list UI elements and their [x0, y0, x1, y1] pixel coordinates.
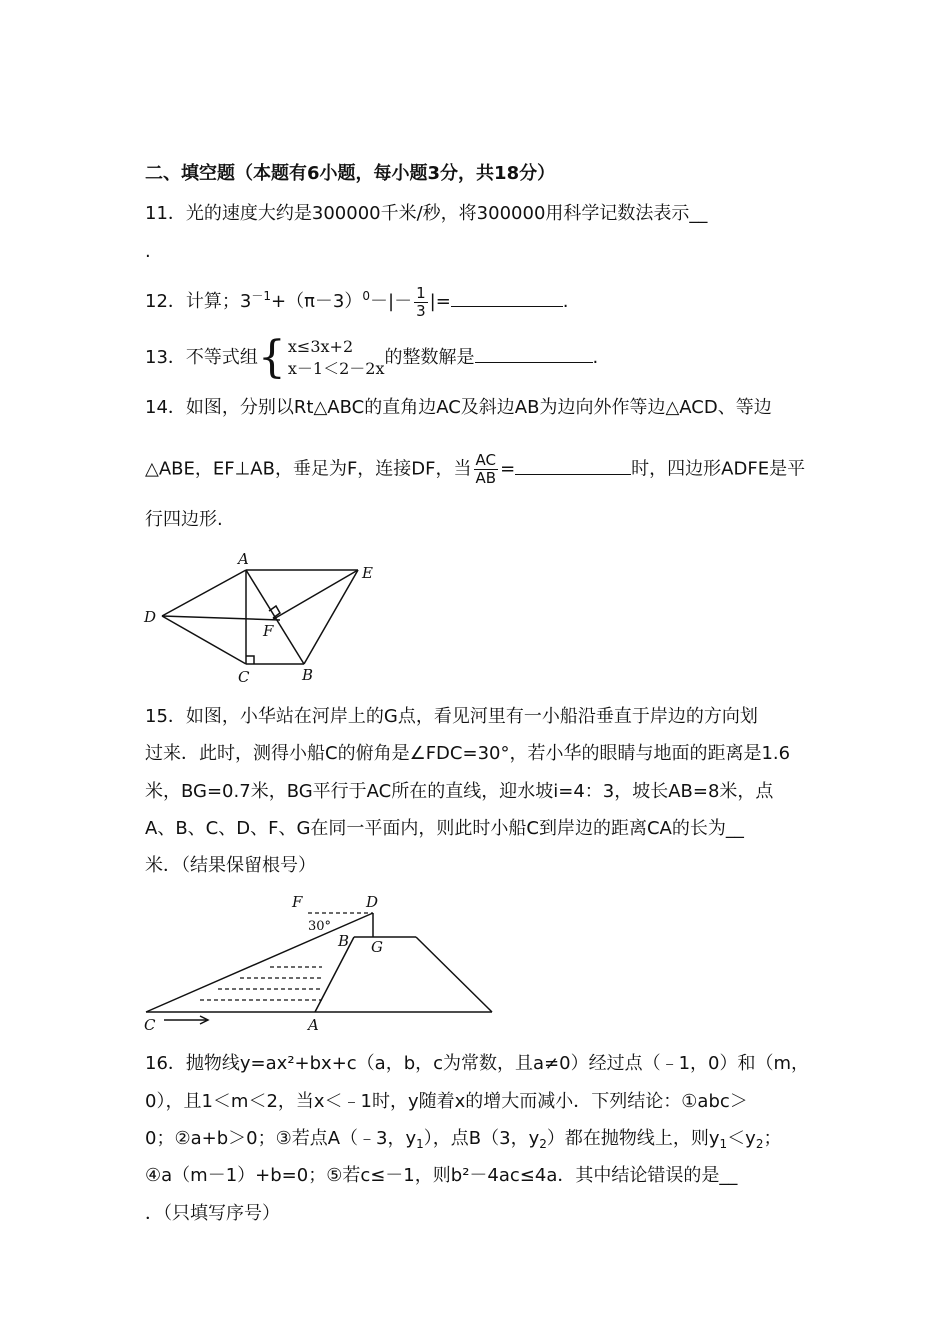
q16-line3-a: 0；②a+b＞0；③若点A（﹣3，y [145, 1128, 417, 1149]
brace-icon: { [257, 332, 286, 383]
q16-line3-e: ； [763, 1128, 782, 1149]
fig15-label-f: F [292, 893, 303, 911]
q16-line3 [145, 1127, 781, 1156]
q16-line3-d: ＜y [727, 1128, 756, 1149]
q13-line [145, 332, 599, 383]
q14-line2-suffix: 时，四边形ADFE是平 [631, 458, 806, 480]
q13-end: . [592, 347, 599, 368]
fig15-label-b: B [338, 932, 350, 950]
q11-line2: . [145, 241, 151, 262]
fig14-label-b: B [302, 666, 314, 684]
fig14-label-e: E [362, 564, 373, 582]
q13-suffix: 的整数解是 [384, 347, 475, 368]
q12-exponent2: 0 [362, 289, 371, 303]
q12-line [145, 284, 569, 320]
q16-line2: 0），且1＜m＜2，当x＜﹣1时，y随着x的增大而减小．下列结论：①abc＞ [145, 1091, 748, 1112]
q13-answer-blank[interactable] [475, 344, 593, 363]
q15-figure [140, 890, 500, 1035]
q16-sub4: 2 [755, 1137, 764, 1151]
q16-line4: ④a（m－1）+b=0；⑤若c≤－1，则b²－4ac≤4a．其中结论错误的是__ [145, 1165, 738, 1186]
q15-line4: A、B、C、D、F、G在同一平面内，则此时小船C到岸边的距离CA的长为__ [145, 818, 744, 839]
q12-after: －|－ [370, 291, 413, 312]
fig15-label-d: D [366, 893, 379, 911]
q14-frac-num: AC [474, 452, 499, 470]
q12-prefix: 12．计算；3 [145, 291, 252, 312]
q14-line1: 14．如图，分别以Rt△ABC的直角边AC及斜边AB为边向外作等边△ACD、等边 [145, 397, 772, 418]
q16-sub1: 1 [416, 1137, 424, 1151]
fig14-label-c: C [238, 668, 250, 686]
q12-frac-num: 1 [416, 283, 426, 302]
q12-exponent: －1 [251, 289, 271, 303]
fig15-angle-label: 30° [308, 919, 332, 934]
q14-line3: 行四边形. [145, 509, 223, 530]
q13-prefix: 13．不等式组 [145, 347, 258, 368]
q14-line2-prefix: △ABE，EF⊥AB，垂足为F，连接DF，当 [145, 458, 472, 480]
q12-answer-blank[interactable] [451, 288, 563, 307]
q16-line3-b: ），点B（3，y [423, 1128, 540, 1149]
q14-line2 [145, 452, 805, 487]
q12-suffix: |= [429, 291, 451, 312]
fig15-label-a: A [308, 1016, 319, 1034]
fig14-label-f: F [263, 622, 274, 640]
q14-answer-blank[interactable] [515, 456, 631, 475]
q14-figure [140, 548, 390, 688]
q15-line2: 过来．此时，测得小船C的俯角是∠FDC=30°，若小华的眼睛与地面的距离是1.6 [145, 743, 791, 764]
q16-line3-c: ）都在抛物线上，则y [546, 1128, 720, 1149]
q15-line5: 米．（结果保留根号） [145, 855, 316, 876]
q12-fraction [414, 285, 428, 320]
q13-row1: x≤3x+2 [287, 337, 354, 356]
q15-line1: 15．如图，小华站在河岸上的G点，看见河里有一小船沿垂直于岸边的方向划 [145, 706, 758, 727]
section-title: 二、填空题（本题有6小题，每小题3分，共18分） [145, 163, 556, 184]
q15-line3: 米，BG=0.7米，BG平行于AC所在的直线，迎水坡i=4：3，坡长AB=8米，点 [145, 781, 774, 802]
fig14-label-d: D [144, 608, 157, 626]
fig14-label-a: A [238, 550, 249, 568]
q16-line5: ．（只填写序号） [145, 1203, 280, 1224]
q13-row2: x－1＜2－2x [287, 359, 385, 378]
q16-line1: 16．抛物线y=ax²+bx+c（a，b，c为常数，且a≠0）经过点（﹣1，0）和（m， [145, 1053, 810, 1074]
q11-line1: 11．光的速度大约是300000千米/秒，将300000用科学记数法表示__ [145, 203, 708, 224]
q13-inequality-system [257, 332, 385, 383]
q14-frac-den: AB [475, 469, 497, 487]
fig15-label-c: C [144, 1016, 156, 1034]
q12-frac-den: 3 [416, 301, 426, 320]
q16-sub2: 2 [539, 1137, 547, 1151]
fig15-label-g: G [371, 938, 383, 956]
q12-end: . [562, 291, 569, 312]
q16-sub3: 1 [719, 1137, 728, 1151]
q14-eq: = [500, 458, 516, 480]
q12-mid: +（π－3） [271, 291, 363, 312]
q14-fraction [474, 452, 499, 487]
